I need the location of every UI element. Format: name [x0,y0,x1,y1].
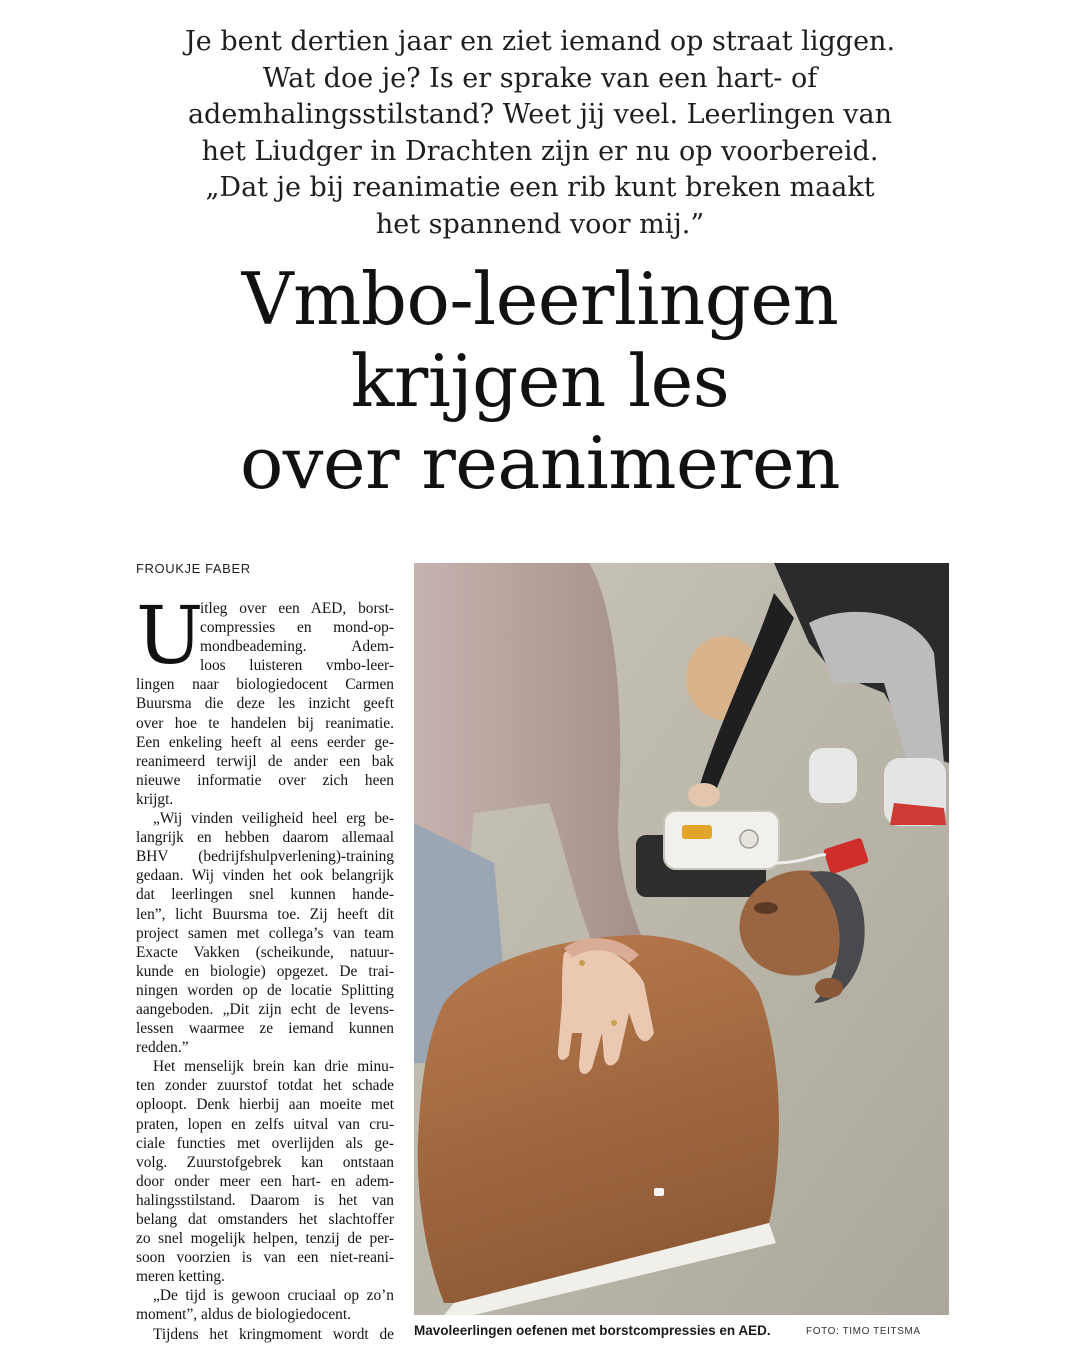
body-line: langrijk en hebben daarom allemaal [136,829,394,847]
article-body [136,599,394,1344]
body-line: belang dat omstanders het slachtoffer [136,1211,394,1228]
body-line: len”, licht Buursma toe. Zij heeft dit [136,905,394,923]
photo-credit: FOTO: TIMO TEITSMA [806,1326,921,1337]
body-line: aangeboden. „Dit zijn echt de levens- [136,1000,394,1018]
body-line: nieuwe informatie over zich heen [136,771,394,789]
body-line: Een enkeling heeft al eens eerder ge- [136,733,394,751]
body-line: meren ketting. [136,1268,225,1286]
byline: FROUKJE FABER [136,561,251,576]
body-line: Buursma die deze les inzicht geeft [136,695,394,713]
body-line: ciale functies met overlijden als ge- [136,1134,394,1152]
headline [140,258,940,504]
body-line: dat leerlingen snel kunnen hande- [136,886,394,904]
article-photo [414,563,949,1315]
intro-line: het spannend voor mij.” [375,208,705,240]
body-line: project samen met collega’s van team [136,924,394,942]
body-line: over hoe te handelen bij reanimatie. [136,714,394,732]
intro-line: ademhalingsstilstand? Weet jij veel. Leerlingen van [187,99,893,130]
headline-line: krijgen les [350,339,730,423]
body-line: soon voorzien is van een niet-reani- [136,1249,394,1267]
body-line: door onder meer een hart- en adem- [136,1172,394,1190]
headline-line: Vmbo-leerlingen [241,257,839,341]
body-line: reanimeerd terwijl de ander een bak [136,752,394,770]
photo-caption: Mavoleerlingen oefenen met borstcompressies en AED. [414,1323,771,1338]
body-line: itleg over een AED, borst- [200,600,394,617]
intro-line: het Liudger in Drachten zijn er nu op voorbereid. [201,135,879,167]
body-line: BHV (bedrijfshulpverlening)-training [136,848,394,866]
body-line: Exacte Vakken (scheikunde, natuur- [136,943,394,961]
body-line: oploopt. Denk hierbij aan moeite met [136,1096,394,1114]
body-line: Het menselijk brein kan drie minu- [153,1058,394,1076]
intro-text [150,24,930,243]
headline-line: over reanimeren [239,421,841,505]
body-line: „Wij vinden veiligheid heel erg be- [153,810,394,828]
intro-line: Wat doe je? Is er sprake van een hart- of [262,62,818,94]
body-line: redden.” [136,1039,189,1057]
drop-cap: U [136,589,204,682]
intro-line: „Dat je bij reanimatie een rib kunt breken maakt [205,172,875,203]
body-line: compressies en mond-op- [200,619,394,637]
body-line: volg. Zuurstofgebrek kan ontstaan [136,1153,394,1171]
cpr-training-illustration [414,563,949,1315]
body-line: ningen worden op de locatie Splitting [136,981,394,999]
body-line: krijgt. [136,790,174,808]
body-line: mondbeademing. Adem- [200,638,394,656]
body-line: halingsstilstand. Daarom is het van [136,1191,394,1209]
body-line: zo snel mogelijk helpen, tenzij de per- [136,1230,394,1248]
body-line: lessen waarmee ze iemand kunnen [136,1020,394,1038]
body-line: lingen naar biologiedocent Carmen [136,676,394,694]
body-line: „De tijd is gewoon cruciaal op zo’n [153,1287,394,1305]
intro-line: Je bent dertien jaar en ziet iemand op straat liggen. [184,26,896,57]
body-line: Tijdens het kringmoment wordt de [153,1325,394,1343]
body-line: loos luisteren vmbo-leer- [200,657,394,675]
body-line: gedaan. Wij vinden het ook belangrijk [136,867,394,885]
body-line: moment”, aldus de biologiedocent. [136,1306,351,1324]
body-line: ten zonder zuurstof totdat het schade [136,1077,394,1095]
body-line: praten, lopen en zelfs uitval van cru- [136,1115,394,1133]
body-line: kunde en biologie) opgezet. De trai- [136,962,394,980]
